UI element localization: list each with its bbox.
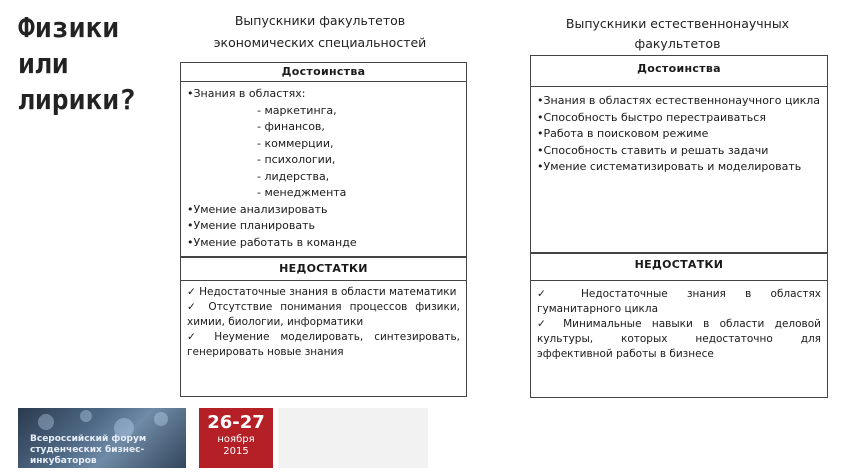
list-item: - маркетинга, xyxy=(257,103,337,117)
list-item: •Умение планировать xyxy=(187,219,315,232)
title-line: Физики xyxy=(18,11,120,44)
list-item: •Знания в областях естественнонаучного цикла xyxy=(537,94,821,107)
footer-strip xyxy=(278,408,428,468)
nat-advantages-title: Достоинства xyxy=(531,56,827,87)
nat-header-line: Выпускники естественнонаучных xyxy=(565,16,790,31)
econ-disadvantages-list xyxy=(181,281,466,360)
list-item: ✓ Минимальные навыки в области деловой культуры, которых недостаточно для эффективной работы в бизнесе xyxy=(537,318,821,360)
title-line: или xyxy=(18,47,69,80)
decorative-dot xyxy=(38,414,54,430)
econ-column-header xyxy=(185,10,455,54)
list-item: - лидерства, xyxy=(257,169,330,183)
econ-advantages-box xyxy=(180,62,467,257)
list-item: ✓ Неумение моделировать, синтезировать, генерировать новые знания xyxy=(187,331,460,358)
list-item: •Знания в областях: xyxy=(187,87,306,100)
nat-disadvantages-list xyxy=(531,281,827,362)
nat-disadvantages-title: НЕДОСТАТКИ xyxy=(531,254,827,281)
forum-banner-text: Всероссийский форум студенческих бизнес-инкубаторов xyxy=(30,434,147,466)
list-item: •Умение систематизировать и моделировать xyxy=(537,160,802,173)
list-item: •Умение анализировать xyxy=(187,202,328,216)
list-item: ✓ Недостаточные знания в области математики xyxy=(187,286,457,298)
list-item: - финансов, xyxy=(257,120,325,133)
list-item: •Способность быстро перестраиваться xyxy=(537,110,766,124)
nat-disadvantages-box xyxy=(530,253,828,398)
event-month: ноября xyxy=(217,434,255,445)
econ-advantages-title: Достоинства xyxy=(181,63,466,82)
list-item: •Умение работать в команде xyxy=(187,235,357,249)
nat-advantages-list xyxy=(531,87,827,176)
nat-advantages-box xyxy=(530,55,828,253)
econ-header-line: экономических специальностей xyxy=(213,35,427,50)
slide-title xyxy=(18,10,178,118)
list-item: •Работа в поисковом режиме xyxy=(537,127,709,140)
econ-advantages-list xyxy=(181,82,466,251)
list-item: ✓ Недостаточные знания в областях гуманитарного цикла xyxy=(537,288,821,315)
decorative-dot xyxy=(154,412,168,426)
list-item: ✓ Отсутствие понимания процессов физики, химии, биологии, информатики xyxy=(187,301,460,328)
nat-header-line: факультетов xyxy=(634,36,721,51)
econ-header-line: Выпускники факультетов xyxy=(234,13,406,28)
econ-disadvantages-box xyxy=(180,257,467,397)
list-item: - психологии, xyxy=(257,153,336,166)
list-item: •Способность ставить и решать задачи xyxy=(537,143,769,157)
event-date-badge xyxy=(199,408,273,468)
event-year: 2015 xyxy=(223,446,249,457)
event-days: 26-27 xyxy=(207,412,265,433)
list-item: - коммерции, xyxy=(257,136,334,150)
decorative-dot xyxy=(80,410,92,422)
forum-banner-image xyxy=(18,408,186,468)
list-item: - менеджмента xyxy=(257,186,347,199)
nat-column-header xyxy=(535,14,820,54)
econ-disadvantages-title: НЕДОСТАТКИ xyxy=(181,258,466,281)
title-line: лирики? xyxy=(18,83,137,116)
